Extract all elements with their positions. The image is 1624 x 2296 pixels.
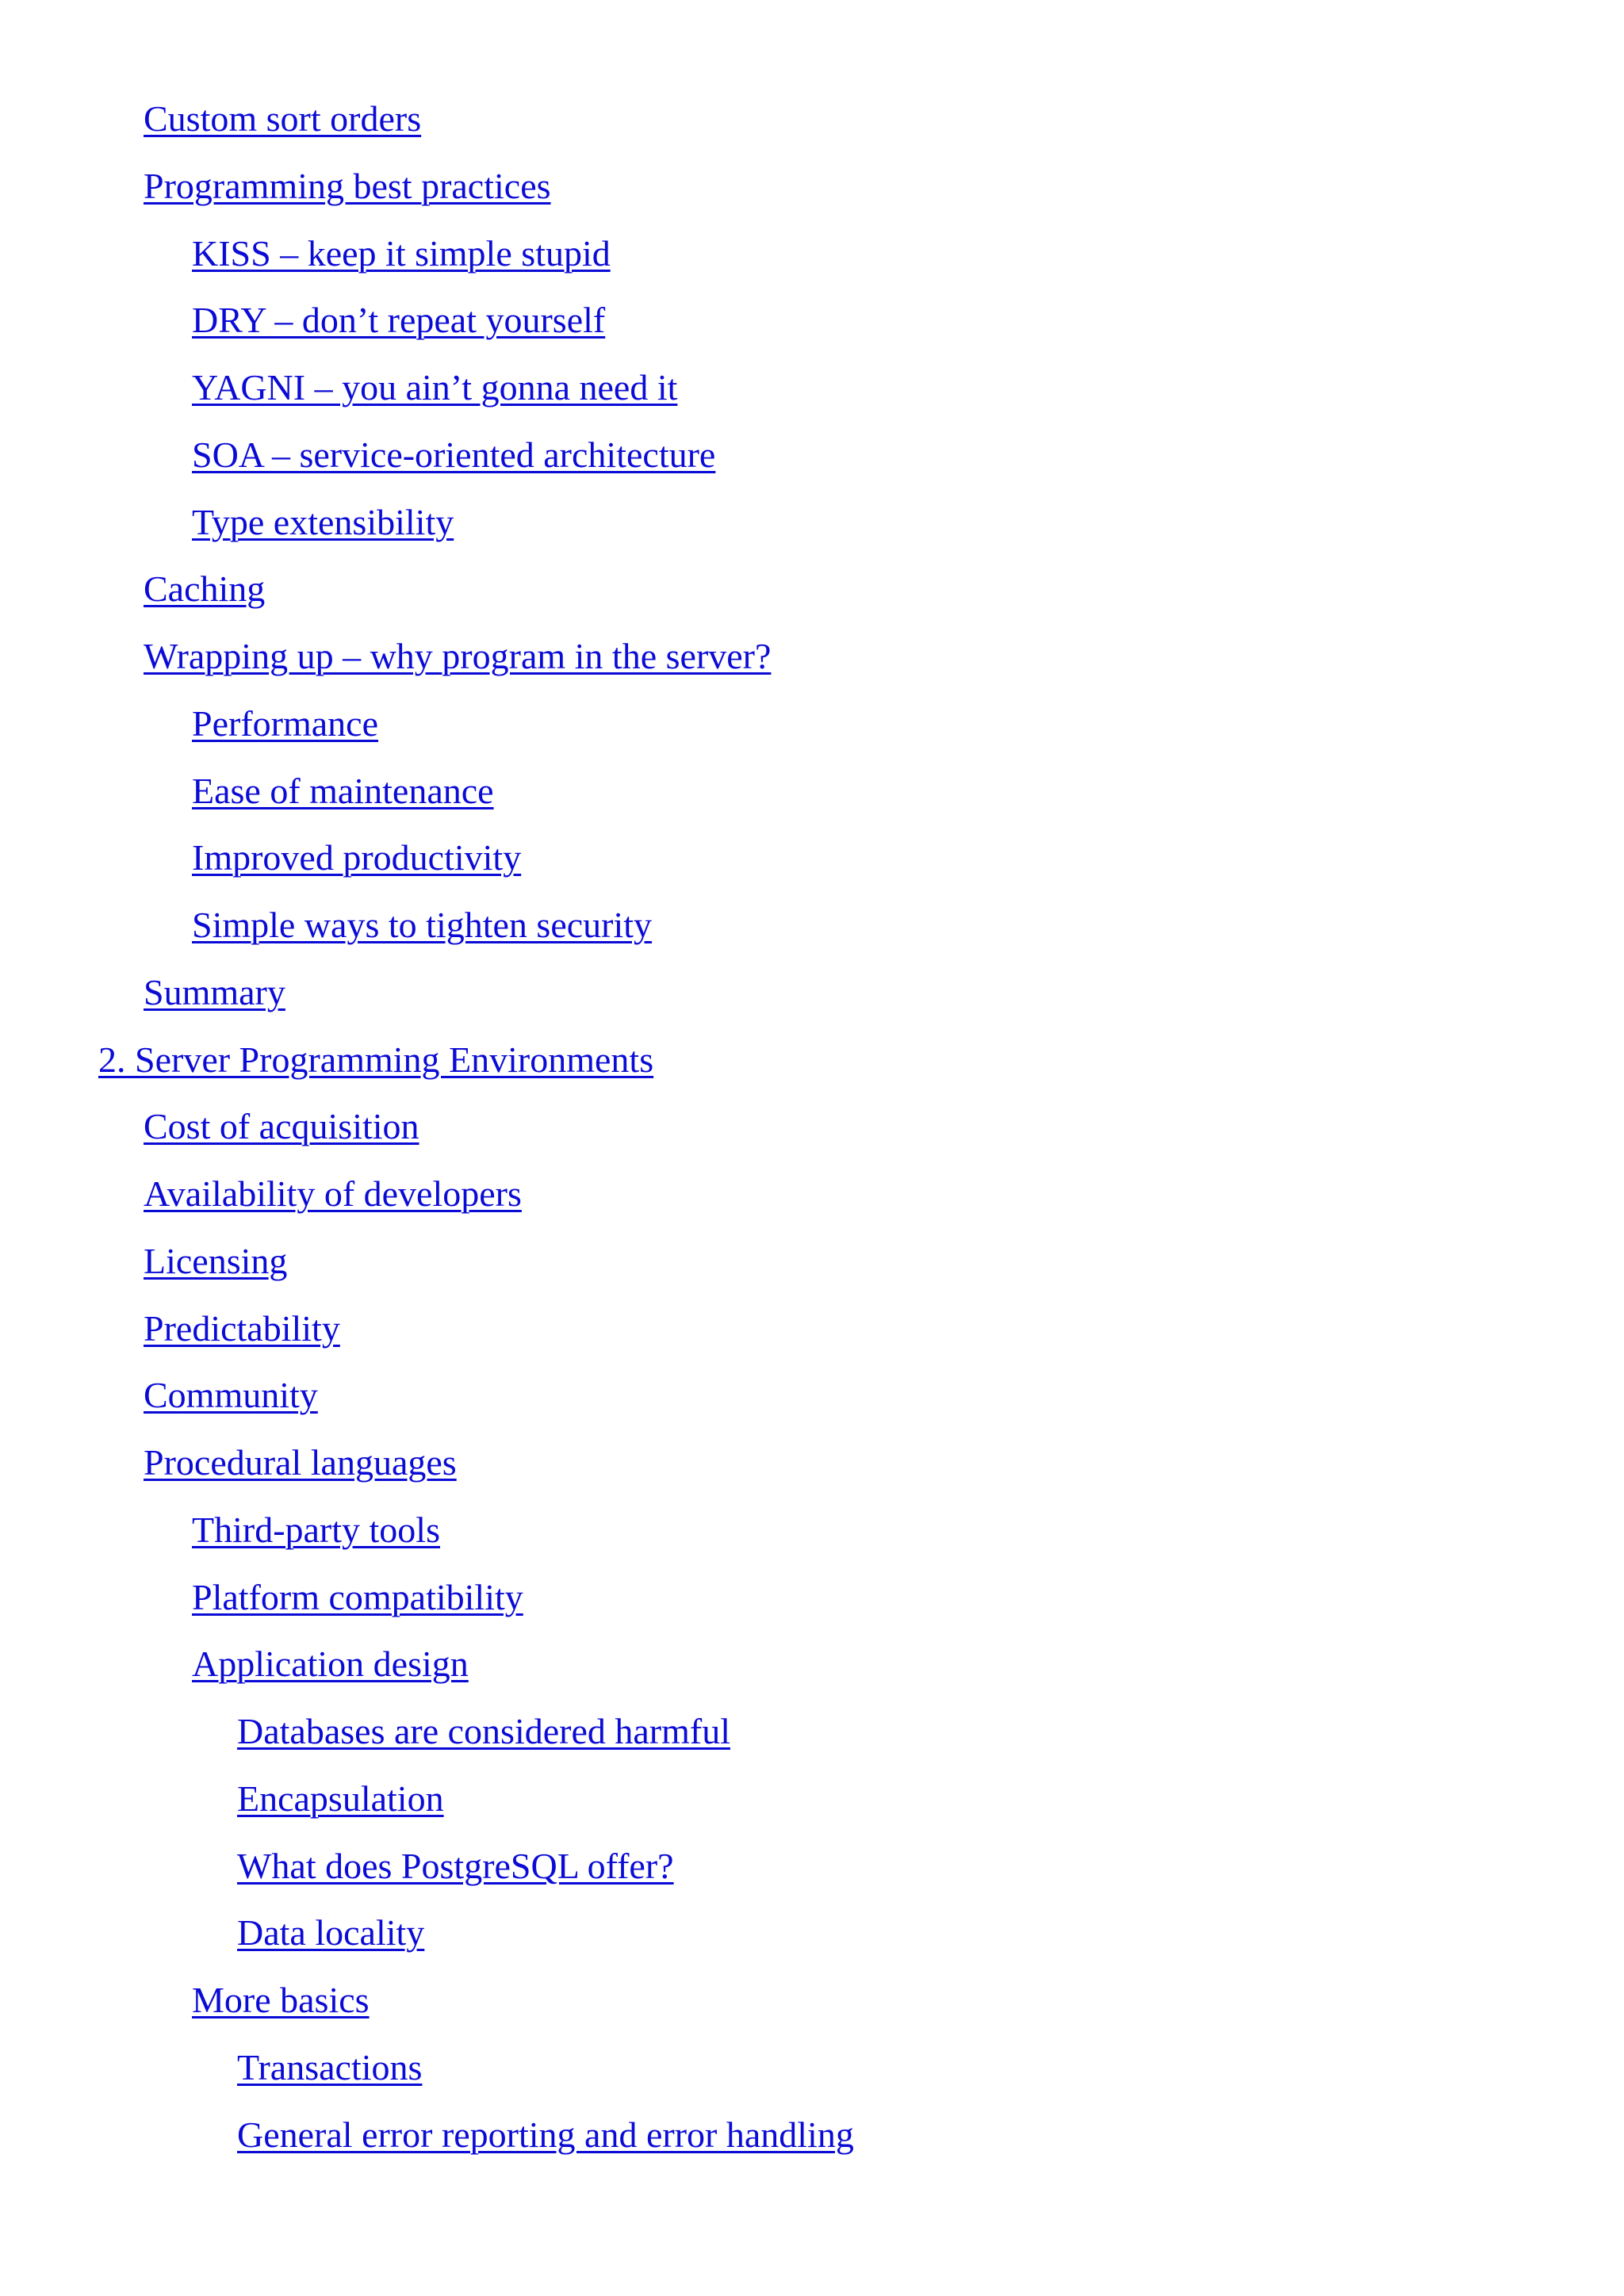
toc-entry (0, 497, 1624, 564)
toc-entry (0, 1101, 1624, 1169)
toc-entry (0, 631, 1624, 698)
toc-link[interactable]: SOA – service-oriented architecture (192, 434, 716, 475)
toc-link[interactable]: Procedural languages (144, 1442, 457, 1483)
toc-entry (0, 1572, 1624, 1640)
toc-entry (0, 228, 1624, 296)
toc-link[interactable]: Improved productivity (192, 837, 522, 878)
toc-entry (0, 1035, 1624, 1102)
toc-link[interactable]: Performance (192, 702, 378, 744)
toc-entry (0, 2110, 1624, 2177)
toc-link[interactable]: KISS – keep it simple stupid (192, 232, 611, 274)
toc-link[interactable]: 2. Server Programming Environments (98, 1039, 654, 1080)
toc-entry (0, 698, 1624, 766)
toc-link[interactable]: Summary (144, 971, 285, 1012)
toc-link[interactable]: More basics (192, 1980, 370, 2020)
toc-link[interactable]: Licensing (144, 1240, 288, 1281)
toc-entry (0, 1706, 1624, 1774)
toc-link[interactable]: General error reporting and error handling (237, 2114, 854, 2155)
toc-link[interactable]: Community (144, 1375, 318, 1416)
toc-link[interactable]: Databases are considered harmful (237, 1711, 730, 1751)
toc-entry (0, 1639, 1624, 1706)
toc-entry (0, 766, 1624, 833)
toc-link[interactable]: Wrapping up – why program in the server? (144, 636, 772, 676)
toc-entry (0, 1975, 1624, 2042)
toc-entry (0, 1169, 1624, 1236)
toc-link[interactable]: Cost of acquisition (144, 1106, 419, 1147)
toc-link[interactable]: Application design (192, 1644, 469, 1685)
toc-link[interactable]: Data locality (237, 1912, 425, 1954)
toc-entry (0, 362, 1624, 430)
toc-link[interactable]: Transactions (237, 2046, 423, 2087)
toc-entry (0, 1841, 1624, 1908)
toc-entry (0, 2042, 1624, 2110)
toc-link[interactable]: Availability of developers (144, 1173, 522, 1214)
toc-link[interactable]: Custom sort orders (144, 98, 422, 139)
toc-entry (0, 564, 1624, 631)
toc-link[interactable]: Type extensibility (192, 501, 454, 542)
table-of-contents (0, 94, 1624, 2176)
toc-entry (0, 295, 1624, 362)
toc-link[interactable]: Predictability (144, 1307, 340, 1349)
toc-link[interactable]: DRY – don’t repeat yourself (192, 300, 606, 341)
toc-entry (0, 832, 1624, 900)
toc-entry (0, 161, 1624, 228)
toc-link[interactable]: Simple ways to tighten security (192, 905, 653, 945)
toc-link[interactable]: Platform compatibility (192, 1576, 523, 1617)
toc-link[interactable]: Ease of maintenance (192, 770, 494, 811)
toc-link[interactable]: Programming best practices (144, 165, 551, 206)
toc-entry (0, 967, 1624, 1035)
toc-link[interactable]: What does PostgreSQL offer? (237, 1845, 674, 1886)
toc-link[interactable]: YAGNI – you ain’t gonna need it (192, 367, 678, 408)
toc-entry (0, 1908, 1624, 1975)
toc-entry (0, 1236, 1624, 1303)
toc-entry (0, 1774, 1624, 1841)
toc-entry (0, 1505, 1624, 1572)
toc-link[interactable]: Encapsulation (237, 1777, 444, 1819)
toc-entry (0, 94, 1624, 161)
toc-entry (0, 1303, 1624, 1371)
toc-link[interactable]: Third-party tools (192, 1509, 440, 1550)
toc-link[interactable]: Caching (144, 568, 266, 610)
toc-entry (0, 430, 1624, 497)
toc-entry (0, 1437, 1624, 1505)
toc-entry (0, 900, 1624, 967)
toc-entry (0, 1370, 1624, 1437)
